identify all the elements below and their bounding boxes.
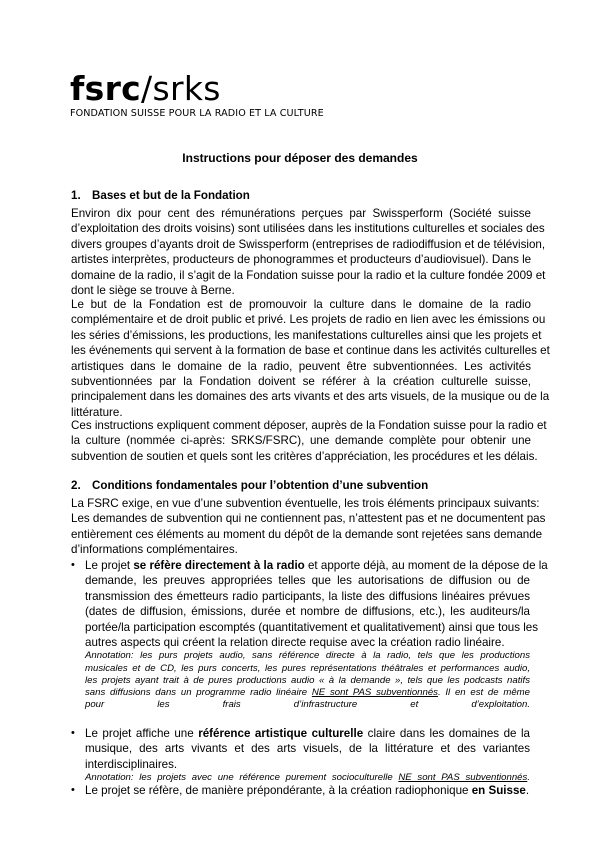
bullet-icon: •	[71, 559, 75, 571]
bullet-text: et apporte déjà, au moment de la dépose de la	[304, 559, 548, 572]
paragraph-line: domaine de la radio, il s’agit de la Fondation suisse pour la radio et la culture fondée 2009 et	[71, 268, 546, 282]
annotation-text: Annotation: les projets avec une référence purement socioculturelle	[85, 772, 399, 784]
section-1-title: Bases et but de la Fondation	[92, 189, 250, 202]
bullet-body	[85, 726, 530, 784]
section-2-number: 2.	[71, 479, 81, 492]
logo-subtitle: FONDATION SUISSE POUR LA RADIO ET LA CULTURE	[70, 108, 324, 119]
logo-bold-part: fsrc	[70, 69, 142, 108]
bullet-text: claire dans les domaines de la	[363, 727, 531, 740]
paragraph-line: Environ dix pour cent des rémunérations perçues par Swissperform (Société suisse	[71, 207, 531, 220]
paragraph-line: La FSRC exige, en vue d’une subvention éventuelle, les trois éléments principaux suivants:	[71, 497, 540, 510]
paragraph-line: subventionnées par la Fondation doivent se référer à la création culturelle suisse,	[71, 375, 531, 389]
bullet-line: musique, des arts vivants et des arts visuels, de la littérature et des variantes	[85, 742, 530, 756]
bullet-line: transmission des émetteurs radio participants, la liste des diffusions linéaires prévues	[85, 589, 530, 603]
annotation-line: musicales et de CD, les purs concerts, les pures représentations théâtrales et performances audio,	[85, 662, 530, 674]
paragraph-line: complémentaire et de droit public et privé. Les projets de radio en lien avec les émissions ou	[71, 313, 546, 327]
bullet-line	[85, 558, 548, 573]
bullet-text: Le projet se réfère, de manière prépondérante, à la création radiophonique	[85, 784, 472, 797]
logo-slash: /	[141, 69, 153, 108]
bullet-line: autres aspects qui créent la relation directe requise avec la création radio linéaire.	[85, 636, 505, 650]
bullet-annotation	[85, 650, 530, 711]
annotation-text: .	[527, 772, 530, 784]
annotation-line: pour les frais d’infrastructure et d’exploitation.	[85, 699, 530, 711]
annotation-text: . Il en est de même	[437, 687, 530, 699]
paragraph-line: d’informations complémentaires.	[71, 543, 238, 557]
paragraph-line: Les demandes de subvention qui ne contiennent pas, n’attestent pas et ne documentent pas	[71, 512, 546, 526]
annotation-underlined: NE sont PAS subventionnés	[311, 687, 438, 699]
paragraph-line: artistiques dans le domaine de la radio, peuvent être subventionnées. Les activités	[71, 359, 531, 373]
bullet-line: demande, les preuves appropriées telles que les autorisations de diffusion ou de	[85, 574, 530, 588]
document-title: Instructions pour déposer des demandes	[182, 151, 418, 165]
section-1-number: 1.	[71, 189, 81, 202]
logo-wordmark	[70, 69, 324, 108]
paragraph-line: les séries d’émissions, les productions, les manifestations culturelles ainsi que les projets et	[71, 328, 542, 342]
paragraph-line: d’exploitation des droits voisins) sont utilisées dans les institutions culturelles et sociales des	[71, 222, 545, 236]
section-2-intro	[71, 496, 546, 558]
section-2-heading	[71, 479, 428, 492]
paragraph-line: Ces instructions expliquent comment déposer, auprès de la Fondation suisse pour la radio et	[71, 419, 547, 432]
paragraph-line: Le but de la Fondation est de promouvoir la culture dans le domaine de la radio	[71, 298, 531, 311]
annotation-underlined: NE sont PAS subventionnés	[398, 772, 528, 784]
paragraph-line: principalement dans les domaines des arts vivants et des arts visuels, de la musique ou de la	[71, 390, 550, 404]
bullet-line	[85, 783, 530, 798]
bullet-line: interdisciplinaires.	[85, 757, 178, 771]
section-1-heading	[71, 189, 250, 202]
section-1-paragraph-3	[71, 418, 547, 464]
annotation-line	[85, 687, 530, 699]
bullet-text: .	[525, 784, 530, 797]
paragraph-line: entièrement ces éléments au moment du dépôt de la demande sont rejetées sans demande	[71, 527, 543, 541]
annotation-line: les projets ayant trait à de pures productions audio « à la demande », tels que les podcasts natifs	[85, 674, 530, 686]
bullet-icon: •	[71, 784, 75, 796]
logo-light-part: srks	[152, 69, 221, 108]
section-2-title: Conditions fondamentales pour l’obtention d’une subvention	[92, 479, 429, 492]
bullet-line	[85, 726, 530, 741]
bullet-text: Le projet	[85, 559, 134, 572]
bullet-icon: •	[71, 727, 75, 739]
paragraph-line: littérature.	[71, 405, 123, 419]
bullet-body	[85, 558, 548, 711]
annotation-line: Annotation: les purs projets audio, sans référence directe à la radio, tels que les productions	[85, 650, 530, 662]
bullet-body	[85, 783, 530, 798]
bullet-emphasis: référence artistique culturelle	[198, 727, 364, 740]
paragraph-line: subvention de soutien et quels sont les critères d’appréciation, les procédures et les délais.	[71, 449, 538, 463]
bullet-emphasis: en Suisse	[471, 784, 526, 797]
paragraph-line: les événements qui servent à la formation de base et continue dans les activités culturelles et	[71, 344, 550, 358]
bullet-line: portée/la participation escomptés (quantitativement et qualitativement) ainsi que tous les	[85, 620, 539, 634]
annotation-text: sans diffusions dans un programme radio linéaire	[85, 687, 312, 699]
paragraph-line: divers groupes d’ayants droit de Swissperform (entreprises de radiodiffusion et de télévision,	[71, 237, 546, 251]
bullet-emphasis: se réfère directement à la radio	[133, 559, 305, 572]
bullet-text: Le projet affiche une	[85, 727, 199, 740]
paragraph-line: dont le siège se trouve à Berne.	[71, 284, 235, 298]
section-1-paragraph-2	[71, 297, 550, 420]
fsrc-logo	[70, 69, 324, 119]
paragraph-line: la culture (nommée ci-après: SRKS/FSRC), une demande complète pour obtenir une	[71, 434, 531, 448]
paragraph-line: artistes interprètes, producteurs de phonogrammes et producteurs d’audiovisuel). Dans le	[71, 253, 532, 267]
section-1-paragraph-1	[71, 206, 546, 298]
bullet-line: (dates de diffusion, émissions, durée et nombre de diffusions, etc.), les auditeurs/la	[85, 605, 530, 619]
